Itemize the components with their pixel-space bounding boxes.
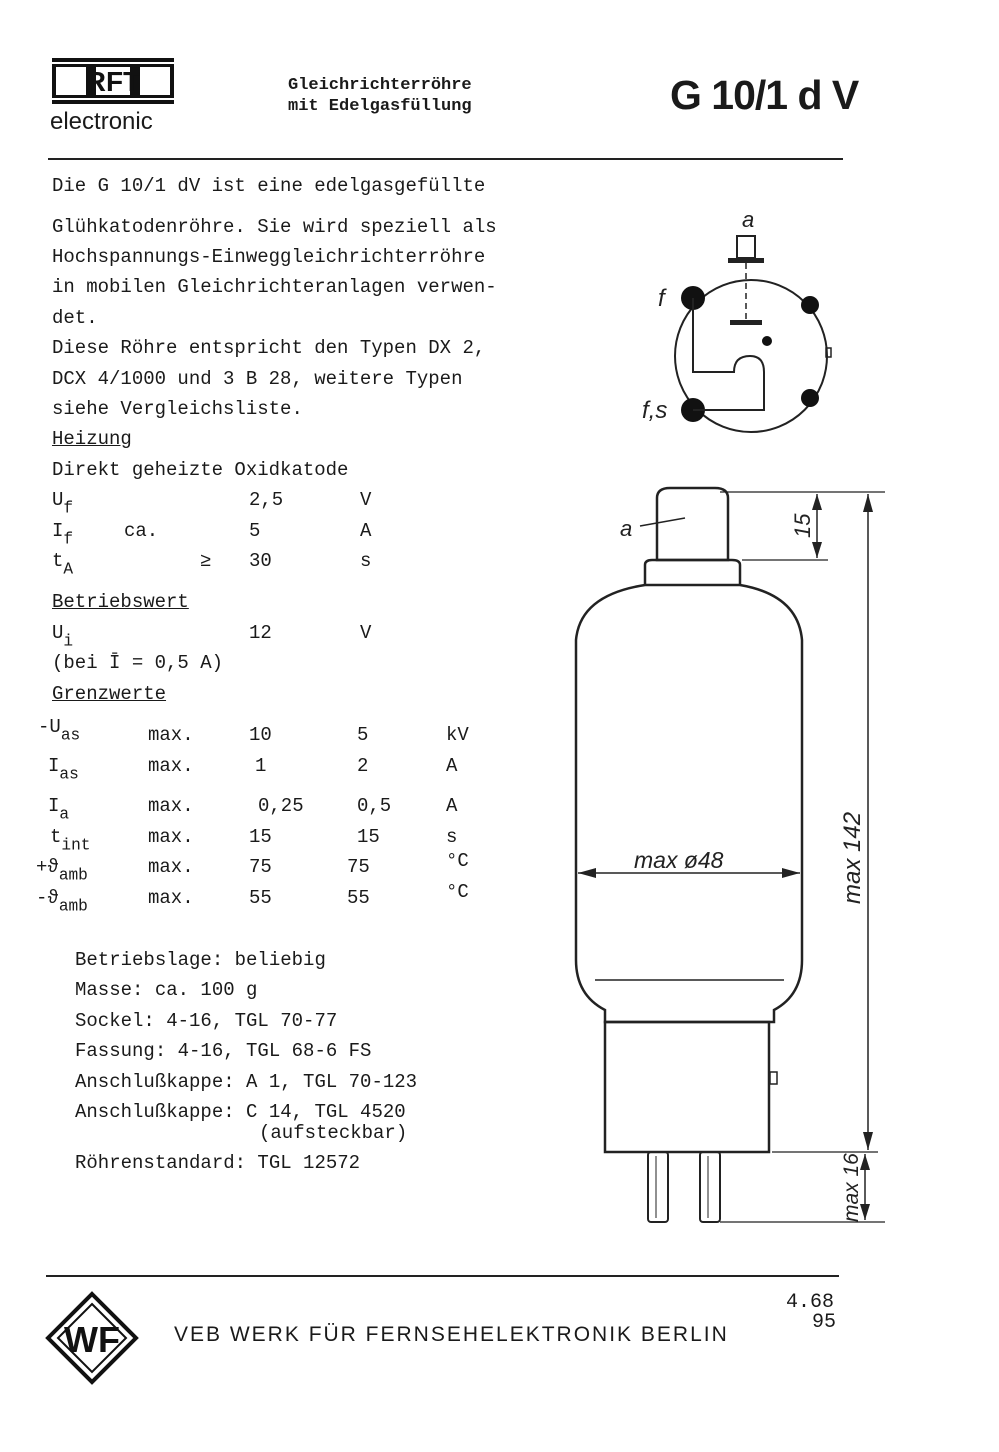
unit: V (360, 489, 372, 511)
limit-qualifier: max. (148, 856, 194, 878)
betriebswert-unit: V (360, 622, 372, 644)
dim-cap: 15 (790, 513, 815, 538)
dim-height: max 142 (839, 811, 866, 904)
betriebswert-symbol (52, 622, 74, 651)
limit-unit: A (446, 795, 458, 817)
symbol: I (48, 755, 60, 777)
subtitle-line2: mit Edelgasfüllung (288, 97, 472, 116)
symbol: -ϑ (36, 887, 59, 909)
pin-label-a: a (742, 207, 755, 232)
symbol: U (52, 622, 64, 644)
intro-line-4: det. (52, 307, 98, 329)
limit-row-symbol (36, 887, 88, 916)
company-name: VEB WERK FÜR FERNSEHELEKTRONIK BERLIN (174, 1323, 729, 1346)
limit-value-1: 15 (249, 826, 272, 848)
intro-line-5: Diese Röhre entspricht den Typen DX 2, (52, 337, 486, 359)
limit-value-2: 2 (357, 755, 369, 777)
symbol-sub: f (63, 530, 74, 549)
limit-qualifier: max. (148, 724, 194, 746)
limit-value-2: 55 (347, 887, 370, 909)
symbol-sub: as (60, 726, 81, 745)
symbol: t (52, 550, 64, 572)
limit-value-2: 5 (357, 724, 369, 746)
value: 5 (249, 520, 261, 542)
limit-row-symbol (48, 755, 79, 784)
limit-value-1: 0,25 (258, 795, 304, 817)
wf-logo (44, 1290, 140, 1386)
limit-unit: kV (446, 724, 469, 746)
symbol-sub: amb (58, 866, 88, 885)
limit-row-symbol (38, 716, 81, 745)
symbol-sub: int (61, 836, 91, 855)
symbol-sub: f (63, 499, 74, 518)
limit-unit: A (446, 755, 458, 777)
heizung-row (52, 550, 74, 579)
limit-value-1: 1 (255, 755, 267, 777)
subtitle-line1: Gleichrichterröhre (288, 76, 472, 95)
pin-label-fs: f,s (642, 397, 668, 424)
limit-unit: °C (446, 881, 469, 903)
heizung-desc: Direkt geheizte Oxidkatode (52, 459, 349, 481)
limit-value-1: 55 (249, 887, 272, 909)
outline-label-a: a (620, 516, 633, 541)
limit-qualifier: max. (148, 755, 194, 777)
spec-line: Betriebslage: beliebig (75, 949, 326, 971)
heizung-row (52, 489, 74, 518)
betriebswert-heading: Betriebswert (52, 591, 189, 613)
symbol: I (48, 795, 60, 817)
limit-value-2: 0,5 (357, 795, 392, 817)
symbol-sub: as (59, 765, 79, 784)
qualifier: ≥ (200, 550, 212, 572)
unit: s (360, 550, 372, 572)
symbol-sub: A (63, 560, 74, 579)
intro-line-6: DCX 4/1000 und 3 B 28, weitere Typen (52, 368, 463, 390)
intro-line-2: Hochspannungs-Einweggleichrichterröhre (52, 246, 486, 268)
limit-value-2: 15 (357, 826, 380, 848)
limit-unit: s (446, 826, 458, 848)
outline-drawing (560, 480, 900, 1240)
dim-diameter: max ø48 (634, 847, 724, 873)
limit-qualifier: max. (148, 826, 194, 848)
limit-value-1: 10 (249, 724, 272, 746)
spec-line: Masse: ca. 100 g (75, 979, 258, 1001)
footer-date: 4.68 (786, 1291, 835, 1314)
heizung-row (52, 520, 74, 549)
footer-rule (46, 1275, 839, 1277)
pin-diagram (630, 200, 850, 440)
limit-qualifier: max. (148, 795, 194, 817)
spec-line: Anschlußkappe: A 1, TGL 70-123 (75, 1071, 418, 1093)
limit-value-2: 75 (347, 856, 370, 878)
unit: A (360, 520, 372, 542)
spec-line: Sockel: 4-16, TGL 70-77 (75, 1010, 338, 1032)
limit-value-1: 75 (249, 856, 272, 878)
limit-row-symbol (36, 856, 88, 885)
dim-pins: max 16 (840, 1153, 863, 1222)
symbol: I (52, 520, 64, 542)
pin-label-f: f (658, 285, 665, 312)
intro-line-0: Die G 10/1 dV ist eine edelgasgefüllte (52, 175, 486, 197)
symbol: t (50, 826, 62, 848)
type-designation: G 10/1 d V (670, 72, 859, 118)
spec-line: (aufsteckbar) (259, 1122, 408, 1144)
spec-line: Fassung: 4-16, TGL 68-6 FS (75, 1040, 372, 1062)
wf-logo-text: WF (64, 1319, 120, 1360)
rft-logo (52, 58, 174, 104)
symbol: -U (38, 716, 61, 738)
intro-line-3: in mobilen Gleichrichteranlagen verwen- (52, 276, 497, 298)
limit-qualifier: max. (148, 887, 194, 909)
header-rule (48, 158, 843, 160)
betriebswert-condition: (bei Ī = 0,5 A) (52, 652, 224, 674)
symbol-sub: amb (58, 897, 88, 916)
limit-row-symbol (50, 826, 91, 855)
symbol: +ϑ (36, 856, 59, 878)
logo-caption: electronic (50, 108, 153, 135)
qualifier: ca. (124, 520, 159, 542)
symbol: U (52, 489, 64, 511)
heizung-heading: Heizung (52, 428, 132, 450)
betriebswert-value: 12 (249, 622, 272, 644)
rft-logo-text: RFT (85, 66, 141, 97)
symbol-sub: i (63, 632, 74, 651)
spec-line: Röhrenstandard: TGL 12572 (75, 1152, 361, 1174)
intro-line-1: Glühkatodenröhre. Sie wird speziell als (52, 216, 497, 238)
footer-page: 95 (812, 1311, 837, 1334)
value: 30 (249, 550, 272, 572)
grenzwerte-heading: Grenzwerte (52, 683, 167, 705)
intro-line-7: siehe Vergleichsliste. (52, 398, 303, 420)
symbol-sub: a (59, 805, 70, 824)
limit-row-symbol (48, 795, 70, 824)
value: 2,5 (249, 489, 284, 511)
limit-unit: °C (446, 850, 469, 872)
spec-line: Anschlußkappe: C 14, TGL 4520 (75, 1101, 406, 1123)
